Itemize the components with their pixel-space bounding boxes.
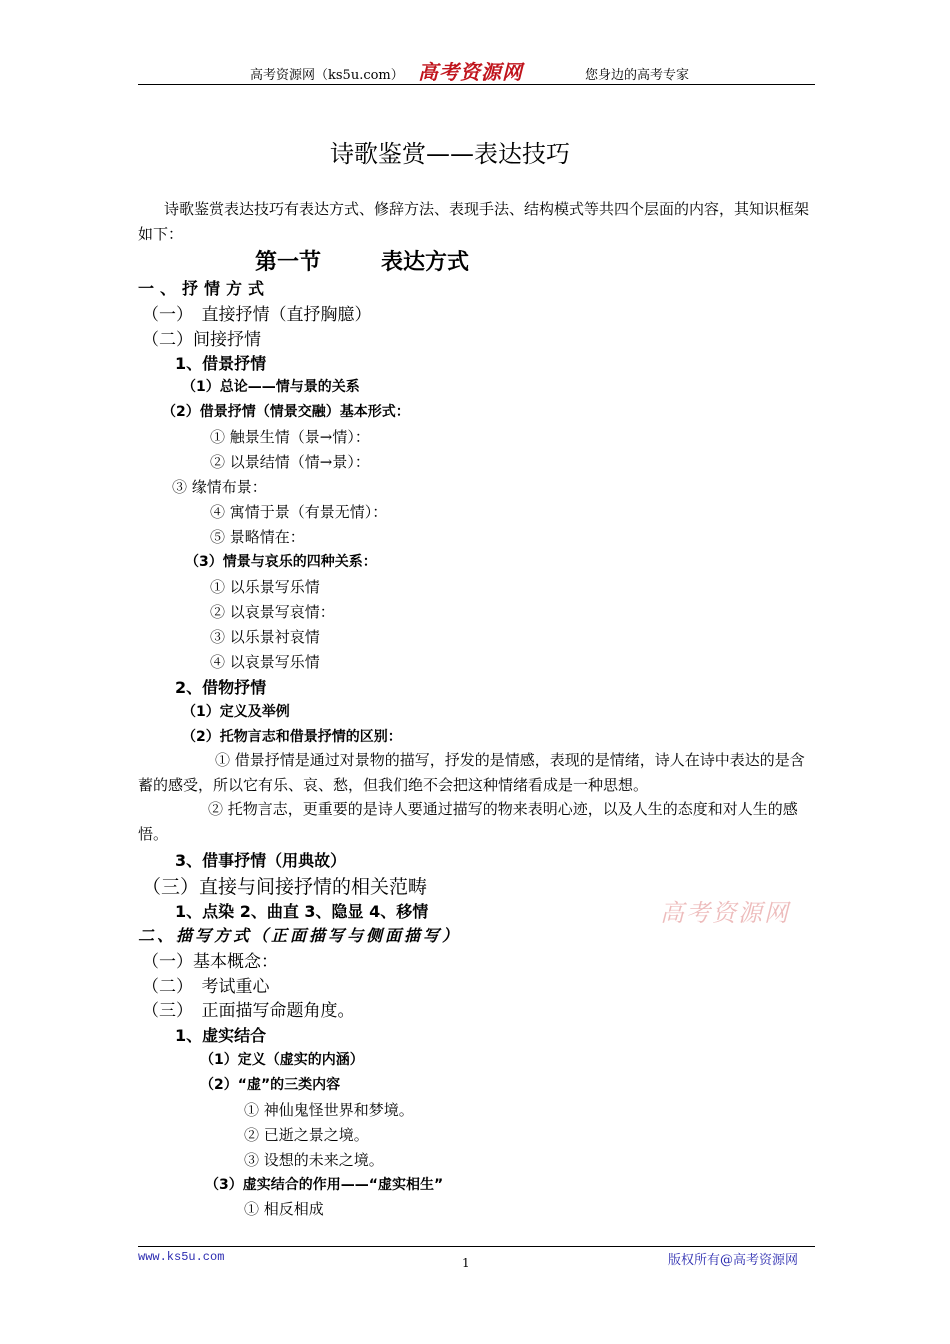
outline-item: （一）基本概念： [142, 952, 278, 972]
footer-link[interactable]: www.ks5u.com [138, 1250, 225, 1264]
outline-item: ② 已逝之景之境。 [244, 1126, 369, 1144]
heading-description-methods: 二、描写方式（正面描写与侧面描写） [138, 926, 462, 945]
outline-item: ① 相反相成 [244, 1200, 324, 1218]
heading-lyric-methods: 一、抒情方式 [138, 279, 271, 298]
paragraph: ② 托物言志，更重要的是诗人要通过描写的物来表明心迹，以及人生的态度和对人生的感悟。 [138, 800, 798, 843]
watermark: 高考资源网 [660, 899, 790, 927]
paragraph: ① 借景抒情是通过对景物的描写，抒发的是情感，表现的是情绪，诗人在诗中表达的是含蓄的感受，所以它有乐、哀、愁，但我们绝不会把这种情绪看成是一种思想。 [138, 751, 805, 794]
outline-item: 1、借景抒情 [175, 354, 267, 373]
outline-item: （2）托物言志和借景抒情的区别： [182, 729, 402, 745]
section-number: 第一节 [255, 250, 322, 275]
outline-item: （1）定义及举例 [182, 704, 290, 720]
footer-rule [138, 1246, 815, 1247]
outline-item: 1、虚实结合 [175, 1026, 267, 1045]
page-number: 1 [462, 1256, 470, 1270]
header-slogan: 您身边的高考专家 [585, 68, 690, 83]
outline-item: ⑤ 景略情在： [210, 528, 305, 546]
outline-item: （2）“虚”的三类内容 [200, 1077, 341, 1093]
outline-item: （三）直接与间接抒情的相关范畴 [142, 876, 428, 898]
outline-item: ① 触景生情（景→情）： [210, 428, 370, 446]
outline-item: 1、点染 2、曲直 3、隐显 4、移情 [175, 902, 429, 921]
outline-item: ③ 缘情布景： [172, 478, 267, 496]
outline-item: （1）定义（虚实的内涵） [200, 1052, 364, 1068]
outline-item: ③ 设想的未来之境。 [244, 1151, 384, 1169]
section-name: 表达方式 [381, 250, 470, 275]
outline-item: ① 神仙鬼怪世界和梦境。 [244, 1101, 414, 1119]
outline-item: ④ 寓情于景（有景无情）： [210, 503, 388, 521]
outline-item: ② 以景结情（情→景）： [210, 453, 370, 471]
outline-item: （二） 考试重心 [142, 977, 270, 997]
header-rule [138, 84, 815, 85]
outline-item: 2、借物抒情 [175, 678, 267, 697]
outline-item: （3）情景与哀乐的四种关系： [185, 554, 377, 570]
document-title: 诗歌鉴赏——表达技巧 [330, 140, 570, 168]
outline-item: （三） 正面描写命题角度。 [142, 1001, 355, 1021]
intro-paragraph: 诗歌鉴赏表达技巧有表达方式、修辞方法、表现手法、结构模式等共四个层面的内容，其知识框架如下： [138, 200, 810, 243]
outline-item: （3）虚实结合的作用——“虚实相生” [205, 1177, 444, 1193]
section-heading [255, 245, 469, 276]
outline-item: （二）间接抒情 [142, 330, 261, 350]
outline-item: 3、借事抒情（用典故） [175, 851, 347, 870]
outline-item: （2）借景抒情（情景交融）基本形式： [162, 404, 410, 420]
footer-copyright: 版权所有@高考资源网 [668, 1253, 799, 1268]
header-site-name: 高考资源网（ks5u.com） [250, 68, 404, 83]
outline-item: ③ 以乐景衬哀情 [210, 628, 320, 646]
outline-item: （一） 直接抒情（直抒胸臆） [142, 305, 372, 325]
outline-item: （1）总论——情与景的关系 [182, 379, 360, 395]
outline-item: ④ 以哀景写乐情 [210, 653, 320, 671]
outline-item: ② 以哀景写哀情： [210, 603, 335, 621]
outline-item: ① 以乐景写乐情 [210, 578, 320, 596]
header-logo: 高考资源网 [418, 60, 523, 84]
